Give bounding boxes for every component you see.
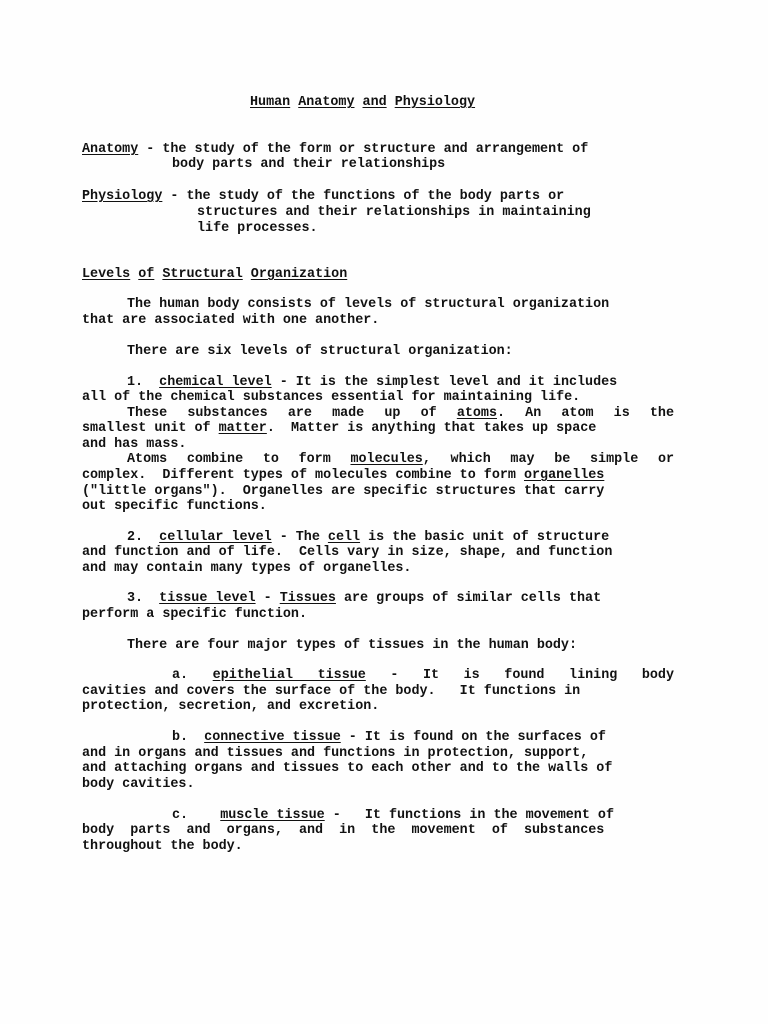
level-3-line: 3. tissue level - Tissues are groups of similar cells that xyxy=(127,591,602,606)
anatomy-definition-line: body parts and their relationships xyxy=(172,157,446,172)
level-2-line: and function and of life. Cells vary in size, shape, and function xyxy=(82,545,613,560)
tissue-a-line: protection, secretion, and excretion. xyxy=(82,699,380,714)
matter-term: matter xyxy=(218,421,267,436)
atoms-term: atoms xyxy=(456,406,497,421)
cellular-level-term: cellular level xyxy=(159,530,272,545)
level-1-line: These substances are made up of atoms. An atom is the xyxy=(127,406,675,421)
title-word: Physiology xyxy=(394,95,476,110)
tissue-b-line: and in organs and tissues and functions in protection, support, xyxy=(82,746,589,761)
level-1-line: ("little organs"). Organelles are specific structures that carry xyxy=(82,484,605,499)
tissue-b-line: body cavities. xyxy=(82,777,195,792)
physiology-definition-line: Physiology - the study of the functions of the body parts or xyxy=(82,189,565,204)
level-1-line: out specific functions. xyxy=(82,499,267,514)
level-3-line: perform a specific function. xyxy=(82,607,307,622)
tissue-b-line: and attaching organs and tissues to each other and to the walls of xyxy=(82,761,613,776)
title-word: Human xyxy=(250,95,291,110)
muscle-tissue-term: muscle tissue xyxy=(220,808,325,823)
epithelial-tissue-term: epithelial tissue xyxy=(212,668,366,683)
tissue-a-line: cavities and covers the surface of the body. It functions in xyxy=(82,684,581,699)
level-1-line: all of the chemical substances essential for maintaining life. xyxy=(82,390,581,405)
tissue-intro: There are four major types of tissues in the human body: xyxy=(127,638,577,653)
page-title xyxy=(250,95,475,111)
intro-paragraph-line: The human body consists of levels of structural organization xyxy=(127,297,610,312)
level-1-line: 1. chemical level - It is the simplest level and it includes xyxy=(127,375,618,390)
physiology-term: Physiology xyxy=(82,189,163,204)
chemical-level-term: chemical level xyxy=(159,375,272,390)
level-1-line: Atoms combine to form molecules, which may be simple or xyxy=(127,452,675,467)
level-2-line: and may contain many types of organelles. xyxy=(82,561,412,576)
organelles-term: organelles xyxy=(523,468,605,483)
tissues-term: Tissues xyxy=(279,591,336,606)
intro-paragraph-line: that are associated with one another. xyxy=(82,313,380,328)
physiology-definition-line: structures and their relationships in maintaining xyxy=(197,205,591,220)
connective-tissue-term: connective tissue xyxy=(204,730,341,745)
intro-paragraph: There are six levels of structural organization: xyxy=(127,344,513,359)
molecules-term: molecules xyxy=(350,452,423,467)
tissue-a-line: a. epithelial tissue - It is found lining body xyxy=(172,668,674,683)
section-heading: Levels of Structural Organization xyxy=(82,267,348,282)
tissue-level-term: tissue level xyxy=(159,591,256,606)
tissue-c-line: c. muscle tissue - It functions in the movement of xyxy=(172,808,614,823)
anatomy-definition-line: Anatomy - the study of the form or structure and arrangement of xyxy=(82,142,589,157)
anatomy-term: Anatomy xyxy=(82,142,139,157)
level-1-line: and has mass. xyxy=(82,437,187,452)
tissue-c-line: throughout the body. xyxy=(82,839,243,854)
tissue-c-line: body parts and organs, and in the movement of substances xyxy=(82,823,605,838)
level-1-line: complex. Different types of molecules combine to form organelles xyxy=(82,468,605,483)
title-word: Anatomy xyxy=(298,95,355,110)
level-1-line: smallest unit of matter. Matter is anything that takes up space xyxy=(82,421,597,436)
title-word: and xyxy=(362,95,387,110)
physiology-definition-line: life processes. xyxy=(197,221,318,236)
cell-term: cell xyxy=(327,530,361,545)
tissue-b-line: b. connective tissue - It is found on the surfaces of xyxy=(172,730,606,745)
level-2-line: 2. cellular level - The cell is the basic unit of structure xyxy=(127,530,610,545)
